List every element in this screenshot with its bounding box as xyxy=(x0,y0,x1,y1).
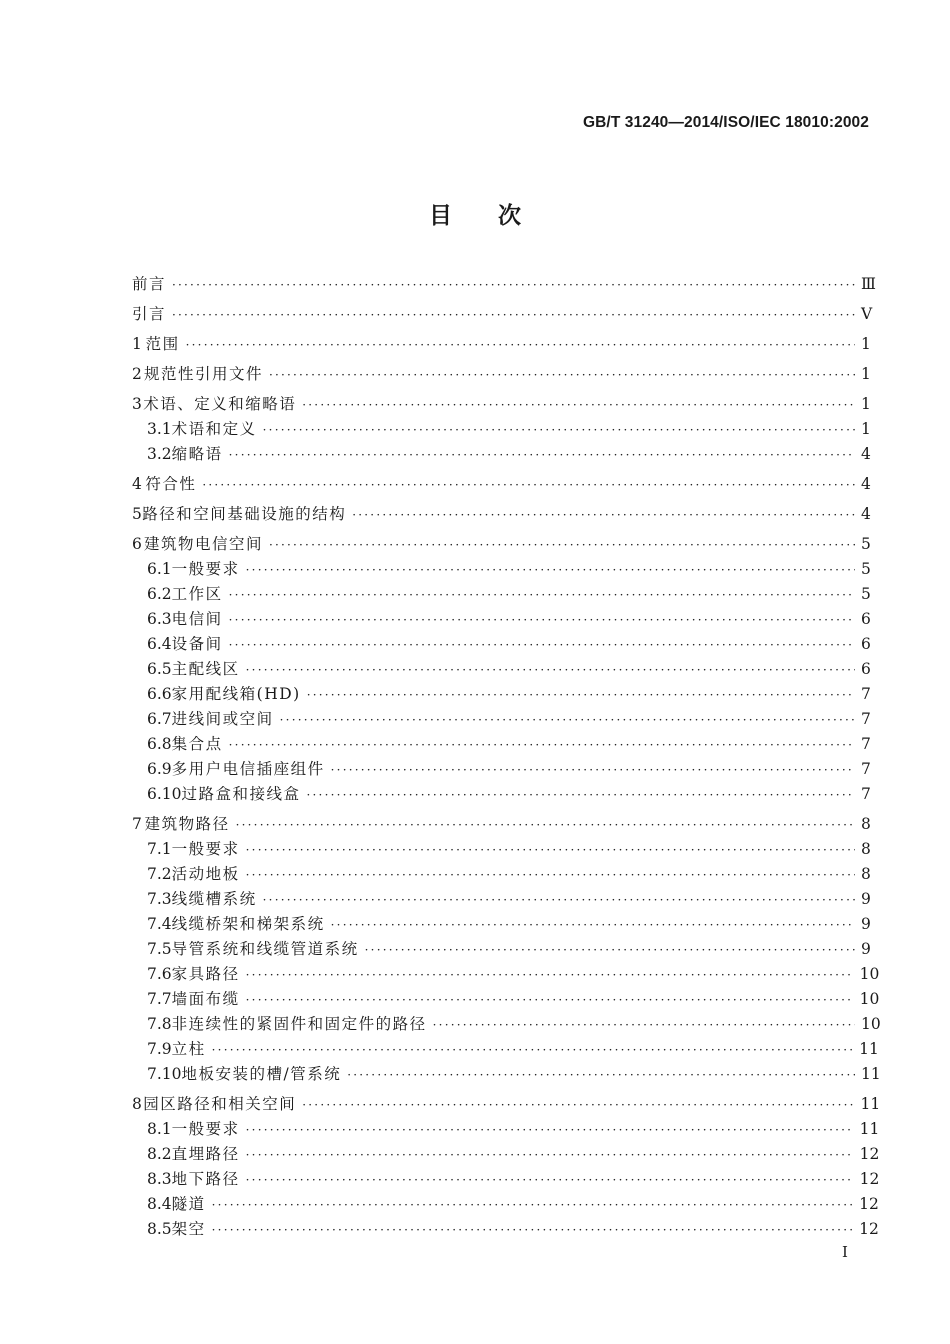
toc-entry-label: 一般要求 xyxy=(171,840,240,858)
dot-leader xyxy=(186,338,855,352)
dot-leader xyxy=(172,278,855,292)
toc-entry-page: 6 xyxy=(861,635,871,653)
toc-entry-page: 12 xyxy=(859,1195,879,1213)
toc-entry-label: 术语、定义和缩略语 xyxy=(143,395,297,413)
dot-leader xyxy=(352,508,855,522)
toc-entry-label: 架空 xyxy=(171,1220,206,1238)
toc-entry-page: 1 xyxy=(861,335,871,353)
toc-entry[interactable] xyxy=(132,392,869,417)
toc-entry-label: 立柱 xyxy=(171,1040,206,1058)
toc-entry-page: 7 xyxy=(861,710,871,728)
toc-entry[interactable] xyxy=(132,1192,879,1217)
toc-entry[interactable] xyxy=(132,582,869,607)
toc-entry-page: 6 xyxy=(861,660,871,678)
toc-entry-number: 6.9 xyxy=(147,760,172,778)
toc-entry-label: 缩略语 xyxy=(171,445,223,463)
toc-entry-number: 7.3 xyxy=(147,890,172,908)
dot-leader xyxy=(269,368,855,382)
toc-entry[interactable] xyxy=(132,782,869,807)
toc-entry-page: 5 xyxy=(861,585,871,603)
toc-entry[interactable] xyxy=(132,502,869,527)
dot-leader xyxy=(280,713,855,727)
toc-entry-number: 6 xyxy=(132,535,142,553)
page-title: 目次 xyxy=(429,203,567,229)
toc-entry-number: 7.7 xyxy=(147,990,172,1008)
toc-entry-page: 11 xyxy=(860,1095,881,1113)
toc-entry-number: 4 xyxy=(132,475,142,493)
toc-entry-label: 直埋路径 xyxy=(171,1145,240,1163)
toc-entry[interactable] xyxy=(132,417,869,442)
toc-entry[interactable] xyxy=(132,332,869,357)
dot-leader xyxy=(229,638,855,652)
toc-entry[interactable] xyxy=(132,707,869,732)
dot-leader xyxy=(246,968,854,982)
toc-entry-label: 线缆槽系统 xyxy=(171,890,257,908)
toc-entry-label: 工作区 xyxy=(171,585,223,603)
toc-entry-label: 建筑物电信空间 xyxy=(143,535,263,553)
dot-leader xyxy=(212,1223,853,1237)
toc-entry[interactable] xyxy=(132,757,869,782)
dot-leader xyxy=(172,308,855,322)
toc-entry-label: 一般要求 xyxy=(171,560,240,578)
toc-entry-number: 7 xyxy=(132,815,142,833)
toc-entry-label: 过路盒和接线盒 xyxy=(181,785,301,803)
toc-entry-label: 家用配线箱(HD) xyxy=(171,685,301,703)
dot-leader xyxy=(307,788,855,802)
toc-entry-page: 8 xyxy=(861,815,871,833)
toc-entry[interactable] xyxy=(132,887,869,912)
toc-entry-page: 12 xyxy=(859,1145,880,1163)
toc-entry-page: Ⅴ xyxy=(861,305,873,323)
dot-leader xyxy=(212,1043,853,1057)
toc-entry[interactable] xyxy=(132,442,869,467)
toc-entry-number: 1 xyxy=(132,335,142,353)
toc-entry-label: 导管系统和线缆管道系统 xyxy=(171,940,359,958)
toc-entry-number: 8.1 xyxy=(147,1120,172,1138)
toc-entry-number: 8.2 xyxy=(147,1145,172,1163)
dot-leader xyxy=(246,843,855,857)
toc-entry[interactable] xyxy=(132,1167,880,1192)
toc-entry-number: 6.3 xyxy=(147,610,172,628)
toc-entry[interactable] xyxy=(132,962,880,987)
toc-entry-number: 7.6 xyxy=(147,965,172,983)
toc-entry-label: 墙面布缆 xyxy=(171,990,240,1008)
toc-entry-number: 6.10 xyxy=(147,785,182,803)
toc-entry[interactable] xyxy=(132,532,869,557)
dot-leader xyxy=(202,478,855,492)
dot-leader xyxy=(331,918,855,932)
toc-entry-number: 7.2 xyxy=(147,865,172,883)
toc-entry-label: 术语和定义 xyxy=(171,420,257,438)
toc-entry-label: 一般要求 xyxy=(171,1120,240,1138)
toc-entry-page: 12 xyxy=(859,1220,879,1238)
dot-leader xyxy=(269,538,855,552)
dot-leader xyxy=(302,1098,854,1112)
toc-entry-label: 范围 xyxy=(145,335,180,353)
toc-entry-number: 8.5 xyxy=(147,1220,172,1238)
toc-entry[interactable] xyxy=(132,1012,881,1037)
toc-entry-label: 引言 xyxy=(132,305,167,323)
toc-entry[interactable] xyxy=(132,937,869,962)
toc-entry-number: 7.4 xyxy=(147,915,172,933)
toc-entry-page: 10 xyxy=(859,990,880,1008)
toc-entry-page: 7 xyxy=(861,685,871,703)
toc-entry[interactable] xyxy=(132,987,880,1012)
dot-leader xyxy=(229,613,855,627)
toc-entry-page: 11 xyxy=(861,1065,881,1083)
toc-entry[interactable] xyxy=(132,607,869,632)
toc-entry[interactable] xyxy=(132,912,869,937)
toc-entry-page: 7 xyxy=(861,785,871,803)
dot-leader xyxy=(246,1148,854,1162)
toc-entry-number: 6.7 xyxy=(147,710,172,728)
toc-entry[interactable] xyxy=(132,682,869,707)
toc-entry[interactable] xyxy=(132,472,869,497)
toc-entry[interactable] xyxy=(132,1142,880,1167)
toc-entry-label: 前言 xyxy=(132,275,167,293)
dot-leader xyxy=(229,448,855,462)
toc-entry-page: 4 xyxy=(861,445,871,463)
toc-entry-page: 11 xyxy=(859,1120,880,1138)
toc-entry-number: 3 xyxy=(132,395,142,413)
toc-entry-label: 地下路径 xyxy=(171,1170,240,1188)
toc-entry[interactable] xyxy=(132,1092,881,1117)
toc-entry-number: 3.2 xyxy=(147,445,172,463)
toc-entry-label: 主配线区 xyxy=(171,660,240,678)
toc-entry-number: 7.10 xyxy=(147,1065,182,1083)
toc-entry-page: 5 xyxy=(861,535,871,553)
toc-entry-page: 1 xyxy=(861,365,871,383)
toc-entry-number: 7.5 xyxy=(147,940,172,958)
toc-entry-label: 地板安装的槽/管系统 xyxy=(181,1065,342,1083)
toc-entry-label: 规范性引用文件 xyxy=(143,365,263,383)
toc-entry-label: 隧道 xyxy=(171,1195,206,1213)
toc-entry-page: 6 xyxy=(861,610,871,628)
dot-leader xyxy=(246,1123,854,1137)
toc-entry[interactable] xyxy=(132,362,869,387)
toc-entry-number: 6.1 xyxy=(147,560,172,578)
toc-entry-number: 8.4 xyxy=(147,1195,172,1213)
toc-entry-number: 3.1 xyxy=(147,420,172,438)
toc-entry-number: 8.3 xyxy=(147,1170,172,1188)
toc-entry-label: 活动地板 xyxy=(171,865,240,883)
toc-entry-page: 1 xyxy=(861,395,871,413)
toc-entry-label: 多用户电信插座组件 xyxy=(171,760,325,778)
toc-entry[interactable] xyxy=(132,272,876,297)
dot-leader xyxy=(365,943,855,957)
toc-entry-number: 7.8 xyxy=(147,1015,172,1033)
dot-leader xyxy=(433,1018,855,1032)
toc-entry-label: 路径和空间基础设施的结构 xyxy=(142,505,347,523)
toc-entry[interactable] xyxy=(132,812,869,837)
toc-entry-number: 7.1 xyxy=(147,840,172,858)
toc-entry-page: 11 xyxy=(859,1040,879,1058)
dot-leader xyxy=(331,763,855,777)
toc-entry[interactable] xyxy=(132,1037,879,1062)
dot-leader xyxy=(212,1198,853,1212)
toc-entry-number: 6.8 xyxy=(147,735,172,753)
dot-leader xyxy=(246,1173,854,1187)
toc-entry-page: Ⅲ xyxy=(860,275,876,293)
toc-entry-label: 线缆桥架和梯架系统 xyxy=(171,915,325,933)
table-of-contents xyxy=(132,272,881,1242)
toc-entry-page: 10 xyxy=(861,1015,881,1033)
dot-leader xyxy=(263,423,855,437)
toc-entry[interactable] xyxy=(132,732,869,757)
toc-entry[interactable] xyxy=(132,302,873,327)
dot-leader xyxy=(229,588,855,602)
toc-entry-page: 5 xyxy=(861,560,871,578)
toc-entry-page: 8 xyxy=(861,865,871,883)
toc-entry-page: 7 xyxy=(861,760,871,778)
toc-entry-page: 9 xyxy=(861,940,871,958)
toc-entry-page: 9 xyxy=(861,915,871,933)
toc-entry-label: 电信间 xyxy=(171,610,223,628)
toc-entry[interactable] xyxy=(132,632,869,657)
toc-entry-label: 建筑物路径 xyxy=(144,815,230,833)
toc-entry-page: 1 xyxy=(861,420,871,438)
dot-leader xyxy=(307,688,855,702)
toc-entry-number: 2 xyxy=(132,365,142,383)
toc-entry-number: 6.4 xyxy=(147,635,172,653)
dot-leader xyxy=(246,993,854,1007)
toc-entry-number: 6.5 xyxy=(147,660,172,678)
toc-entry-label: 非连续性的紧固件和固定件的路径 xyxy=(171,1015,427,1033)
toc-entry-number: 7.9 xyxy=(147,1040,172,1058)
toc-entry[interactable] xyxy=(132,1217,879,1242)
dot-leader xyxy=(246,563,855,577)
toc-entry-page: 4 xyxy=(861,475,871,493)
toc-entry[interactable] xyxy=(132,657,869,682)
dot-leader xyxy=(236,818,855,832)
toc-entry-page: 12 xyxy=(859,1170,880,1188)
dot-leader xyxy=(347,1068,855,1082)
toc-entry-page: 7 xyxy=(861,735,871,753)
toc-entry-number: 6.6 xyxy=(147,685,172,703)
toc-entry[interactable] xyxy=(132,862,869,887)
page-number: I xyxy=(842,1243,848,1261)
toc-entry-number: 8 xyxy=(132,1095,142,1113)
standard-number: GB/T 31240—2014/ISO/IEC 18010:2002 xyxy=(582,114,869,131)
toc-entry[interactable] xyxy=(132,1117,880,1142)
toc-entry-label: 设备间 xyxy=(171,635,223,653)
toc-entry-number: 5 xyxy=(132,505,142,523)
toc-entry-page: 4 xyxy=(861,505,871,523)
dot-leader xyxy=(302,398,855,412)
toc-entry-page: 9 xyxy=(861,890,871,908)
toc-entry-number: 6.2 xyxy=(147,585,172,603)
toc-entry[interactable] xyxy=(132,557,869,582)
toc-entry-label: 符合性 xyxy=(145,475,197,493)
toc-entry-page: 8 xyxy=(861,840,871,858)
toc-entry-label: 园区路径和相关空间 xyxy=(143,1095,297,1113)
dot-leader xyxy=(263,893,855,907)
toc-entry-page: 10 xyxy=(859,965,880,983)
toc-entry-label: 进线间或空间 xyxy=(171,710,274,728)
toc-entry-label: 集合点 xyxy=(171,735,223,753)
dot-leader xyxy=(246,663,855,677)
dot-leader xyxy=(246,868,855,882)
toc-entry[interactable] xyxy=(132,837,869,862)
dot-leader xyxy=(229,738,855,752)
toc-entry-label: 家具路径 xyxy=(171,965,240,983)
toc-entry[interactable] xyxy=(132,1062,881,1087)
